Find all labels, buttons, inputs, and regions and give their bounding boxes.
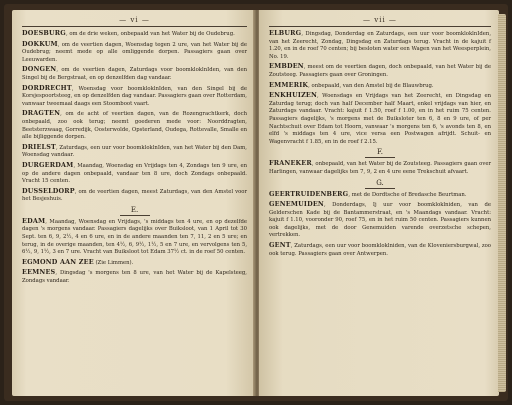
- entry-text: , om de drie weken, onbepaald van het Water bij de Oudebrug.: [65, 31, 235, 37]
- entry-heading: EDAM: [22, 216, 46, 225]
- header-rule: [22, 26, 247, 27]
- entries-e-cont: [269, 30, 491, 146]
- list-item: [269, 242, 491, 258]
- entry-heading: EGMOND AAN ZEE: [22, 257, 94, 266]
- entry-text: , Donderdags, Ij uur voor boomkloklniden, van de Gelderschen Kade bij de Bantammerstraat, en 's Maandags vandaar. Vracht: kajuit f 1.10, vooronder 90, roef 75, en in het ruim 50 centen. Passagiers kunnen ook dagelijks, met de door Genemuiden varende overzetsche schepen, vertrekken.: [269, 202, 491, 239]
- entry-heading: DOESBURG: [22, 29, 66, 37]
- list-item: [22, 41, 247, 65]
- entries-d: [22, 30, 247, 204]
- entry-heading: DRIELST: [22, 142, 56, 151]
- entry-heading: GENT: [269, 241, 291, 250]
- entry-text: , om de veertien dagen, Woensdag tegen 2 ure, van het Water bij de Oudebrug; neemt mede op alle omliggende dorpen. Passagiers gaan over Leeuwarden.: [22, 41, 247, 63]
- page-number: — vi —: [119, 16, 150, 24]
- entry-heading: ELBURG: [269, 29, 302, 37]
- list-item: [22, 188, 247, 204]
- list-item: [22, 269, 247, 285]
- list-item: [269, 92, 491, 146]
- entry-text: , Zaturdags, een uur voor boomkloklnIden, van het Water bij den Dam, Woensdag vandaar.: [22, 144, 247, 159]
- entry-text: , met de Dordtsche of Bredasche Beurtman.: [348, 191, 467, 198]
- entry-heading: FRANEKER: [269, 159, 312, 168]
- entry-heading: DONGEN: [22, 65, 57, 74]
- right-page: [259, 10, 499, 396]
- list-item: [269, 160, 491, 176]
- list-item: [22, 85, 247, 109]
- list-item: [269, 30, 491, 61]
- page-number: — vii —: [363, 16, 397, 24]
- entry-heading: DURGERDAM: [22, 160, 74, 169]
- entry-heading: EEMNES: [22, 268, 56, 277]
- page-edges: [498, 14, 506, 392]
- open-book: [4, 4, 508, 401]
- entry-text: , Dingsdag, Donderdag en Zaturdags, een uur voor boomkloklnIden, van het Zeerecht, Zondag, Dingsdag en Zaturdags terug. Vracht in de kajuit f 1.20, en in de roef 70 centen; bij besloten water een Wagen van het Weesperplein, No. 19.: [269, 31, 491, 60]
- list-item: [269, 201, 491, 240]
- section-letter: E.: [130, 205, 139, 214]
- header-rule: [269, 26, 491, 27]
- entry-heading: ENKHUIZEN: [269, 91, 318, 100]
- section-divider: [120, 215, 150, 216]
- entry-heading: DRAGTEN: [22, 109, 61, 118]
- entry-text: , Dingsdag 's morgens ten 8 ure, van het Water bij de Kapelsteeg, Zondags vandaar.: [22, 270, 247, 285]
- entry-text: , onbepaald, van het Water bij de Zoutsteeg. Passagiers gaan over Harlingen, vanwaar dagelijks ten 7, 9, 2 en 4 ure eene Trekschuit afvaart.: [269, 161, 491, 175]
- entry-text: , onbepaald, van den Amstel bij de Blauwbrug.: [308, 82, 434, 89]
- entry-text: , meest om de veertien dagen, doch onbepaald, van het Water bij de Zoutsteeg. Passagiers gaan over Groningen.: [269, 64, 491, 78]
- entry-heading: EMMERIK: [269, 80, 309, 89]
- list-item: [269, 63, 491, 79]
- left-page: [12, 10, 255, 396]
- entry-text: , om de acht of veertien dagen, van de Rozengrachtkerk, doch onbepaald, zoo ook terug; neemt goederen mede voor: Noorddragten, Beetsterzwaag, Gorredijk, Oosterwolde, Opsterland, Oudega, Rottevalle, Smalle en alle bijliggende dorpen.: [22, 111, 247, 141]
- list-item: [22, 218, 247, 257]
- entries-e: [22, 218, 247, 286]
- list-item: [22, 162, 247, 186]
- entry-text: , Zaturdags, een uur voor boomkloklniden, van de Kloveniersburgwal, zoo ook terug. Passagiers gaan over Antwerpen.: [269, 243, 491, 257]
- entry-text: , Maandag, Woensdag en Vrijdags ten 4, Zondags ten 9 ure, en op de andere dagen onbepaald, vandaar ten 8 ure, doch Zondags onbepaald. Vracht 15 centen.: [22, 162, 247, 185]
- entry-text: , Maandag, Woensdag en Vrijdags, 's middags ten 4 ure, en op dezelfde dagen 's morgens vandaar. Passagiers dagelijks over Buiksloot, van 1 April tot 30 Sept. ten 6, 9, 2½, 4 en 6 ure, en in de andere maanden ten 7, 11, 2 en 5 ure; en terug, in de overige maanden, ten 4½, 6, 9½, 1½, 5 en 7 ure, en vervolgens ten 5, 6½, 9, 1½, 3 en 7 ure. Vracht van Buiksloot tot Edam 37½ ct. in de roef 50 centen.: [22, 218, 247, 256]
- section-letter: G.: [376, 178, 384, 187]
- list-item: [269, 191, 491, 200]
- section-letter: F.: [377, 148, 383, 157]
- entry-heading: GEERTRUIDENBERG: [269, 189, 349, 198]
- list-item: [269, 82, 491, 91]
- entry-heading: DUSSELDORP: [22, 186, 75, 195]
- entries-g: [269, 191, 491, 259]
- section-divider: [365, 188, 395, 189]
- list-item: [22, 66, 247, 82]
- entry-heading: GENEMUIDEN: [269, 200, 324, 209]
- list-item: [22, 30, 247, 39]
- list-item: [22, 110, 247, 141]
- entry-heading: DOKKUM: [22, 39, 58, 48]
- entries-f: [269, 160, 491, 176]
- section-divider: [365, 157, 395, 158]
- entry-text: , om de veertien dagen, meest Zaturdags, van den Amstel voor het Besjeshuis.: [22, 188, 247, 203]
- entry-heading: DORDRECHT: [22, 83, 72, 92]
- entry-heading: EMBDEN: [269, 62, 304, 71]
- entry-text: , Woensdag voor boomkloklnIden, van den Singel bij de Korsjespoortsteeg, en op denzelfden dag vandaar. Passagiers gaan over Rotterdam, vanwaar tweemaal daags een Stoomboot vaart.: [22, 85, 247, 107]
- entry-text: , om de veertien dagen, Zaturdags voor boomkloklnIden, van den Singel bij de Bergstraat, en op denzelfden dag vandaar.: [22, 67, 247, 81]
- list-item: [22, 144, 247, 160]
- entry-text: (Zie Limmen).: [93, 259, 134, 266]
- entry-text: , Woensdags en Vrijdags van het Zeerecht, en Dingsdag en Zaturdag terug; doch van half December half Maart, enkel vrijdags van hier, en Zaturdags vandaar. Vracht: kajuit f 1.50, roef f 1.00, en in het ruim 75 centen. Passagiers dagelijks, 's morgens met de Buiksloter ten 6, 8 en 9 ure, of per Nachtschuit over Edam tot Hoorn, vanwaar 's morgens ten 6, 's avonds ten 8, en elfd 's middags ten 4 ure, vice versa een Postwagen afrijdt. Schuit- en Wagenvracht f 1.85, en in de roef f 2.15.: [269, 93, 491, 145]
- list-item: [22, 259, 247, 268]
